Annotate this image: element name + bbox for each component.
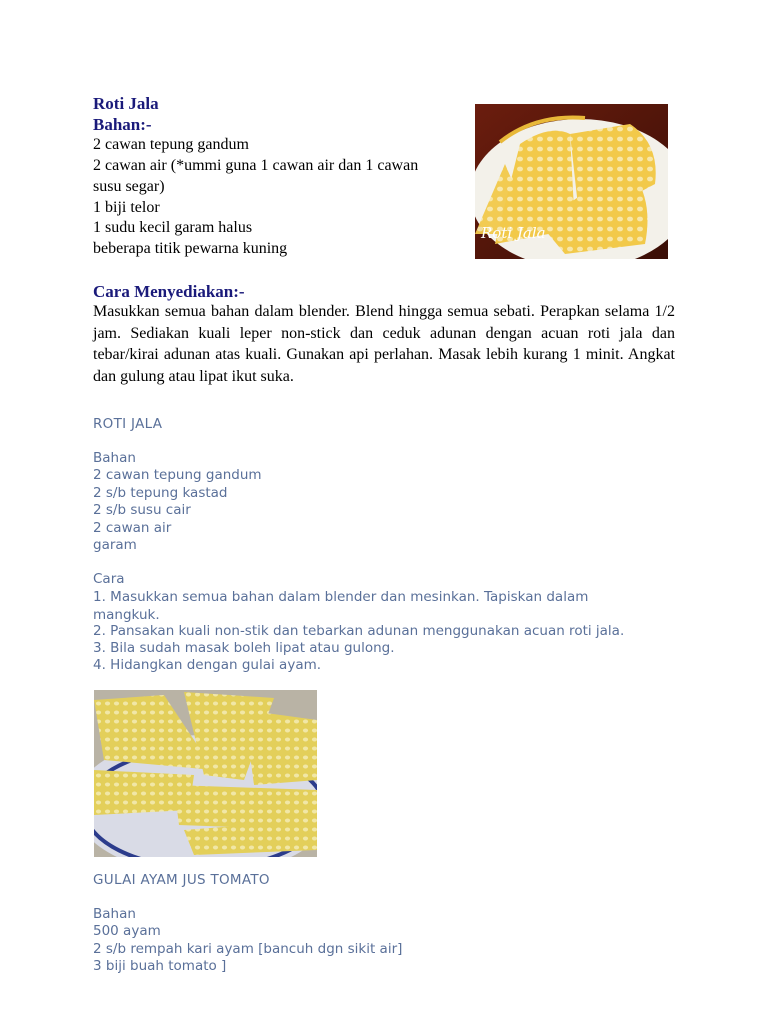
ingredients-heading: Bahan [93, 906, 136, 922]
ingredient-item: garam [93, 537, 137, 553]
photo-caption: Roti Jala [481, 224, 546, 242]
ingredient-item: 2 cawan air (*ummi guna 1 cawan air dan 1 cawan [93, 157, 419, 174]
recipe-title: GULAI AYAM JUS TOMATO [93, 872, 270, 888]
ingredient-item: beberapa titik pewarna kuning [93, 240, 288, 257]
step-item: 4. Hidangkan dengan gulai ayam. [93, 657, 322, 673]
method-paragraph: Masukkan semua bahan dalam blender. Blend hingga semua sebati. Perapkan selama 1/2 jam. Sediakan kuali leper non-stick dan ceduk adunan dengan acuan roti jala dan tebar/kirai adunan atas kuali. Gunakan api perlahan. Masak lebih kurang 1 minit. Angkat dan gulung atau lipat ikut suka. [93, 303, 675, 385]
ingredient-item: susu segar) [93, 178, 165, 195]
ingredient-item: 1 sudu kecil garam halus [93, 219, 253, 236]
recipe-title: ROTI JALA [93, 416, 163, 432]
ingredient-item: 2 s/b tepung kastad [93, 485, 228, 501]
ingredient-item: 1 biji telor [93, 199, 160, 216]
method-heading: Cara [93, 571, 125, 587]
recipe-title: Roti Jala [93, 94, 159, 113]
ingredient-item: 2 s/b susu cair [93, 502, 191, 518]
ingredient-item: 2 cawan tepung gandum [93, 467, 262, 483]
ingredient-item: 2 s/b rempah kari ayam [bancuh dgn sikit air] [93, 941, 403, 957]
ingredient-item: 2 cawan air [93, 520, 172, 536]
ingredient-item: 2 cawan tepung gandum [93, 136, 249, 153]
step-item: 2. Pansakan kuali non-stik dan tebarkan adunan menggunakan acuan roti jala. [93, 623, 625, 639]
ingredient-item: 500 ayam [93, 923, 161, 939]
roti-jala-photo [475, 104, 668, 259]
ingredients-heading: Bahan [93, 450, 136, 466]
ingredients-heading: Bahan:- [93, 115, 152, 134]
step-item: 3. Bila sudah masak boleh lipat atau gulong. [93, 640, 395, 656]
step-item: 1. Masukkan semua bahan dalam blender dan mesinkan. Tapiskan dalam mangkuk. [93, 589, 589, 623]
roti-jala-rolled-photo [94, 690, 317, 857]
ingredient-item: 3 biji buah tomato ] [93, 958, 227, 974]
method-heading: Cara Menyediakan:- [93, 282, 245, 301]
